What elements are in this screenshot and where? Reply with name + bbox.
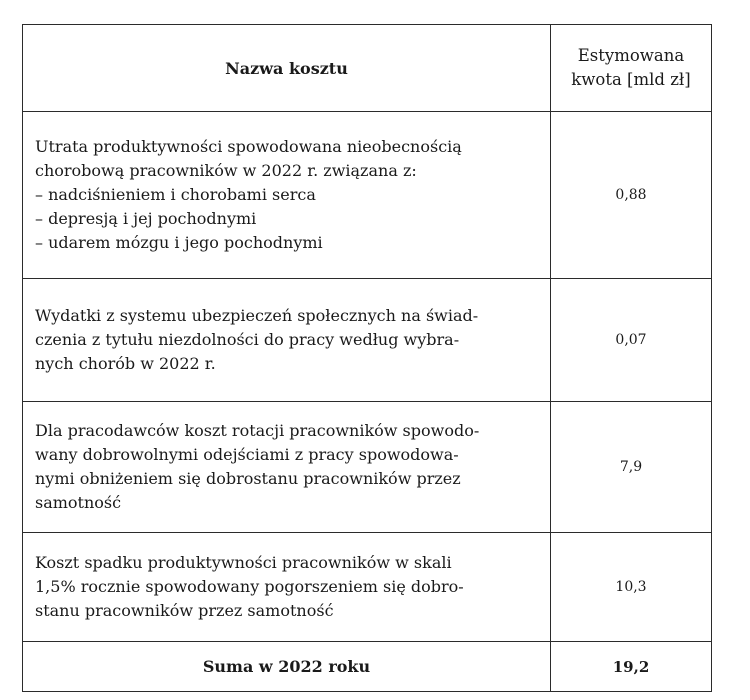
description-line: nymi obniżeniem się dobrostanu pracowników przez [35, 469, 461, 488]
cost-amount: 7,9 [551, 402, 712, 533]
description-line: – udarem mózgu i jego pochodnymi [35, 233, 323, 252]
cost-table [22, 24, 712, 692]
cost-description [23, 402, 551, 533]
cost-description [23, 112, 551, 279]
header-amount-line: Estymowana [577, 46, 685, 65]
description-line: Dla pracodawców koszt rotacji pracowników spowodo- [35, 421, 480, 440]
description-line: chorobową pracowników w 2022 r. związana z: [35, 161, 417, 180]
description-line: – nadciśnieniem i chorobami serca [35, 185, 316, 204]
total-row [23, 642, 712, 692]
description-line: nych chorób w 2022 r. [35, 354, 216, 373]
description-line: czenia z tytułu niezdolności do pracy według wybra- [35, 330, 460, 349]
cost-amount: 0,88 [551, 112, 712, 279]
header-estimated-amount [551, 25, 712, 112]
table-row [23, 533, 712, 642]
total-amount: 19,2 [551, 642, 712, 692]
table-row [23, 112, 712, 279]
table-header-row [23, 25, 712, 112]
total-label: Suma w 2022 roku [23, 642, 551, 692]
description-line: samotność [35, 493, 122, 512]
table-row [23, 402, 712, 533]
description-line: – depresją i jej pochodnymi [35, 209, 257, 228]
description-line: stanu pracowników przez samotność [35, 601, 334, 620]
cost-amount: 0,07 [551, 279, 712, 402]
header-amount-line: kwota [mld zł] [571, 70, 691, 89]
table-row [23, 279, 712, 402]
description-line: 1,5% rocznie spowodowany pogorszeniem się dobro- [35, 577, 464, 596]
description-line: wany dobrowolnymi odejściami z pracy spowodowa- [35, 445, 459, 464]
cost-description [23, 533, 551, 642]
header-cost-name: Nazwa kosztu [23, 25, 551, 112]
description-line: Wydatki z systemu ubezpieczeń społecznych na świad- [35, 306, 479, 325]
cost-description [23, 279, 551, 402]
description-line: Utrata produktywności spowodowana nieobecnością [35, 137, 462, 156]
cost-amount: 10,3 [551, 533, 712, 642]
description-line: Koszt spadku produktywności pracowników w skali [35, 553, 452, 572]
